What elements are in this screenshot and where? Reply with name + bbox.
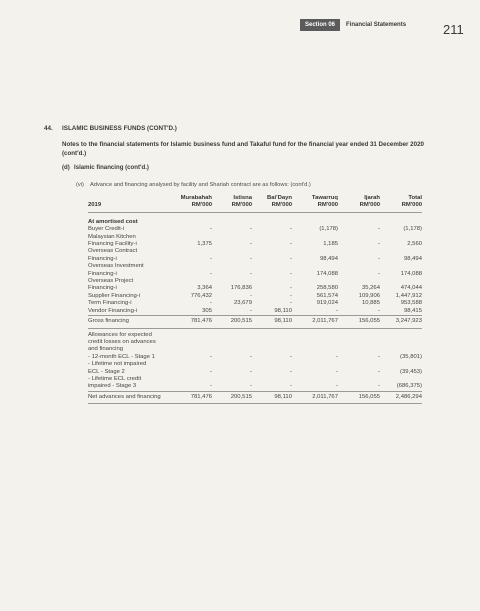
table-row [88,376,422,383]
cell: - [378,368,380,375]
cell: 561,574 [316,292,338,299]
cell: - [210,255,212,262]
row-label: ECL - Stage 2 [88,368,125,375]
row-label: - Lifetime not impaired [88,361,147,368]
section-label: Section 06 [300,19,340,31]
table-row [88,248,422,255]
cell: (686,375) [396,383,422,390]
subsection-vi-text: Advance and financing analysed by facility and Shariah contract are as follows: (cont'd.) [90,182,311,188]
row-label: impaired - Stage 3 [88,383,137,390]
allowances-line: Allowances for expected [88,331,152,338]
col-header-name: Murabahah [180,195,212,201]
table-row [88,226,422,233]
page-number: 211 [443,22,464,37]
cell: 776,432 [190,292,212,299]
col-header-unit: RM'000 [191,202,212,209]
cell: - [290,368,292,375]
cell: - [290,300,292,307]
cell: 23,679 [233,300,252,307]
cell: - [378,270,380,277]
cell: 781,476 [174,316,212,328]
allowances-heading-row [88,339,422,346]
notes-title: Notes to the financial statements for Islamic business fund and Takaful fund for the financial year ended 31 December 2020 (cont'd.) [62,141,424,157]
cell: (35,801) [400,353,422,360]
cell: - [290,226,292,233]
cell: 200,515 [212,316,252,328]
cell: 1,375 [197,241,212,248]
column-header-row [88,195,422,202]
col-header-name: Ijarah [364,195,380,201]
cell: - [378,241,380,248]
cell: 258,580 [316,285,338,292]
facility-rows [88,226,422,315]
table-row [88,293,422,300]
cell: - [290,383,292,390]
col-header-name: Tawarruq [311,195,338,201]
cell: - [250,241,252,248]
table-row [88,256,422,263]
row-label: Gross financing [88,316,174,328]
row-label: Net advances and financing [88,391,174,403]
table-row [88,369,422,376]
cell: 3,247,923 [380,316,422,328]
cell: 305 [202,307,212,314]
table-row [88,300,422,307]
cell: 98,494 [319,255,338,262]
subsection-vi-number: (vi) [76,182,84,188]
cell: 2,011,767 [292,391,338,403]
row-label: Overseas Investment [88,263,144,270]
cell: 98,415 [403,307,422,314]
cell: - [336,383,338,390]
row-label: Term Financing-i [88,300,132,307]
cell: - [336,368,338,375]
allowances-heading-row [88,346,422,353]
cell: 109,906 [358,292,380,299]
cell: - [378,383,380,390]
col-header-name: Total [408,195,422,201]
cell: - [250,307,252,314]
cell: - [290,241,292,248]
col-header-name: Istisna [233,195,252,201]
cell: - [290,270,292,277]
cell: 3,364 [197,285,212,292]
cell: (1,178) [319,226,338,233]
cell: (1,178) [403,226,422,233]
cell: 919,024 [316,300,338,307]
cell: - [210,300,212,307]
column-unit-row [88,202,422,212]
row-label: Financing-i [88,285,117,292]
cell: 98,110 [252,391,292,403]
table-year: 2019 [88,202,102,209]
section-label-row [88,219,422,226]
row-label: Supplier Financing-i [88,292,141,299]
col-header-unit: RM'000 [231,202,252,209]
net-financing-row [88,391,422,403]
financing-table [88,195,422,404]
table-row [88,263,422,270]
cell: - [290,285,292,292]
cell: 174,088 [316,270,338,277]
cell: - [378,307,380,314]
cell: 176,836 [230,285,252,292]
row-label: - Lifetime ECL credit [88,375,142,382]
row-label: Vendor Financing-i [88,307,138,314]
cell: 10,885 [361,300,380,307]
table-row [88,271,422,278]
allowances-heading-row [88,332,422,339]
subsection-d-number: (d) [62,164,70,171]
cell: - [250,270,252,277]
table-row [88,285,422,292]
cell: - [210,226,212,233]
row-label: Financing Facility-i [88,241,137,248]
section-label: At amortised cost [88,218,138,225]
cell: 98,110 [252,316,292,328]
cell: 474,044 [400,285,422,292]
cell: - [250,255,252,262]
row-label: Financing-i [88,270,117,277]
cell: 98,494 [403,255,422,262]
note-number: 44. [44,125,53,132]
cell: 98,110 [274,307,292,314]
cell: - [250,353,252,360]
cell: - [250,226,252,233]
section-header [300,19,406,31]
cell: 2,011,767 [292,316,338,328]
cell: - [378,255,380,262]
note-title: ISLAMIC BUSINESS FUNDS (CONT'D.) [62,125,177,132]
table-row [88,308,422,316]
col-header-unit: RM'000 [317,202,338,209]
cell: - [378,353,380,360]
cell: - [210,368,212,375]
cell: 953,588 [400,300,422,307]
cell: 174,088 [400,270,422,277]
col-header-unit: RM'000 [359,202,380,209]
table-row [88,241,422,248]
row-label: Buyer Credit-i [88,226,125,233]
cell: - [250,292,252,299]
subsection-d [62,164,149,171]
cell: - [290,353,292,360]
allowances-line: credit losses on advances [88,338,156,345]
col-header-unit: RM'000 [271,202,292,209]
table-row [88,383,422,391]
table-row [88,234,422,241]
table-row [88,354,422,361]
allowances-line: and financing [88,346,124,353]
cell: 2,560 [407,241,422,248]
cell: 781,476 [174,391,212,403]
cell: 2,486,294 [380,391,422,403]
cell: - [250,383,252,390]
cell: - [378,226,380,233]
note-heading [44,125,177,132]
cell: - [336,353,338,360]
cell: - [290,292,292,299]
row-label: Overseas Project [88,278,134,285]
cell: - [290,255,292,262]
row-label: Overseas Contract [88,248,138,255]
row-label: Financing-i [88,255,117,262]
col-header-unit: RM'000 [401,202,422,209]
section-title: Financial Statements [346,22,407,28]
row-label: - 12-month ECL - Stage 1 [88,353,155,360]
cell: - [210,383,212,390]
cell: 1,447,912 [395,292,422,299]
cell: 1,185 [323,241,338,248]
cell: - [210,353,212,360]
cell: - [210,270,212,277]
cell: 200,515 [212,391,252,403]
table-row [88,278,422,285]
cell: 35,264 [361,285,380,292]
table-row [88,361,422,368]
subsection-vi [76,182,311,188]
cell: - [336,307,338,314]
cell: 156,055 [338,316,380,328]
cell: - [250,368,252,375]
subsection-d-title: Islamic financing (cont'd.) [74,164,149,171]
gross-financing-row [88,316,422,328]
cell: 156,055 [338,391,380,403]
cell: (39,453) [400,368,422,375]
row-label: Malaysian Kitchen [88,233,136,240]
col-header-name: Bai'Dayn [267,195,292,201]
allowance-rows [88,354,422,392]
